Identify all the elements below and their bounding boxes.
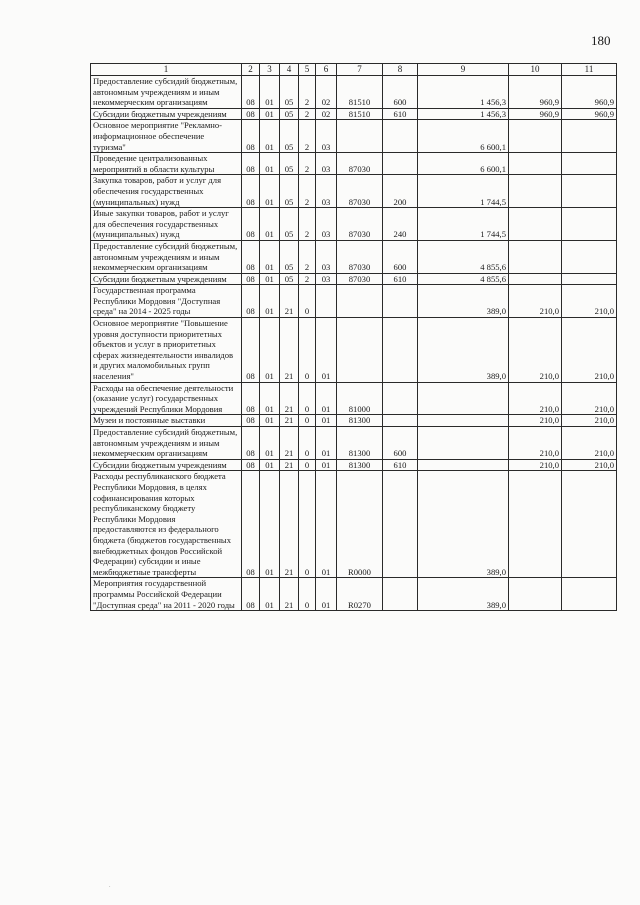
column-header: 10 <box>509 64 562 76</box>
activity-code-cell: 01 <box>316 415 337 427</box>
row-name-cell: Предоставление субсидий бюджетным, автономным учреждениям и иным некоммерческим организациям <box>91 240 242 273</box>
amount-col10-cell <box>509 273 562 285</box>
activity-code-cell: 02 <box>316 108 337 120</box>
section-code-cell: 08 <box>242 427 260 460</box>
direction-code-cell <box>337 120 383 153</box>
table-row <box>91 175 617 208</box>
table-row <box>91 415 617 427</box>
direction-code-cell <box>337 318 383 383</box>
amount-col9-cell: 6 600,1 <box>418 120 509 153</box>
subprogram-code-cell: 2 <box>299 273 316 285</box>
section-code-cell: 08 <box>242 382 260 415</box>
amount-col11-cell: 210,0 <box>562 318 617 383</box>
activity-code-cell: 03 <box>316 273 337 285</box>
column-header: 4 <box>280 64 299 76</box>
amount-col11-cell: 960,9 <box>562 76 617 109</box>
direction-code-cell: 81510 <box>337 108 383 120</box>
direction-code-cell: 81510 <box>337 76 383 109</box>
amount-col11-cell <box>562 240 617 273</box>
program-code-cell: 05 <box>280 208 299 241</box>
amount-col11-cell <box>562 578 617 611</box>
direction-code-cell: 87030 <box>337 208 383 241</box>
amount-col10-cell: 210,0 <box>509 285 562 318</box>
amount-col10-cell <box>509 240 562 273</box>
amount-col10-cell <box>509 471 562 578</box>
activity-code-cell: 01 <box>316 318 337 383</box>
section-code-cell: 08 <box>242 578 260 611</box>
row-name-cell: Предоставление субсидий бюджетным, автономным учреждениям и иным некоммерческим организациям <box>91 427 242 460</box>
row-name-cell: Иные закупки товаров, работ и услуг для обеспечения государственных (муниципальных) нужд <box>91 208 242 241</box>
program-code-cell: 05 <box>280 108 299 120</box>
column-header: 1 <box>91 64 242 76</box>
subsection-code-cell: 01 <box>260 382 280 415</box>
activity-code-cell: 02 <box>316 76 337 109</box>
subprogram-code-cell: 2 <box>299 208 316 241</box>
table-row <box>91 76 617 109</box>
subsection-code-cell: 01 <box>260 175 280 208</box>
column-header: 2 <box>242 64 260 76</box>
amount-col10-cell <box>509 153 562 175</box>
amount-col9-cell: 4 855,6 <box>418 240 509 273</box>
section-code-cell: 08 <box>242 120 260 153</box>
activity-code-cell: 03 <box>316 120 337 153</box>
expense-type-cell: 600 <box>383 240 418 273</box>
subprogram-code-cell: 0 <box>299 427 316 460</box>
amount-col10-cell <box>509 208 562 241</box>
budget-table <box>90 63 617 611</box>
row-name-cell: Субсидии бюджетным учреждениям <box>91 459 242 471</box>
activity-code-cell: 01 <box>316 578 337 611</box>
amount-col9-cell: 6 600,1 <box>418 153 509 175</box>
amount-col9-cell <box>418 382 509 415</box>
row-name-cell: Закупка товаров, работ и услуг для обеспечения государственных (муниципальных) нужд <box>91 175 242 208</box>
activity-code-cell: 01 <box>316 471 337 578</box>
amount-col10-cell <box>509 578 562 611</box>
subprogram-code-cell: 0 <box>299 578 316 611</box>
subprogram-code-cell: 2 <box>299 108 316 120</box>
direction-code-cell: 81300 <box>337 459 383 471</box>
amount-col9-cell: 389,0 <box>418 471 509 578</box>
row-name-cell: Основное мероприятие "Рекламно-информационное обеспечение туризма" <box>91 120 242 153</box>
section-code-cell: 08 <box>242 459 260 471</box>
row-name-cell: Субсидии бюджетным учреждениям <box>91 108 242 120</box>
column-header: 7 <box>337 64 383 76</box>
column-header: 3 <box>260 64 280 76</box>
program-code-cell: 21 <box>280 285 299 318</box>
subsection-code-cell: 01 <box>260 415 280 427</box>
program-code-cell: 05 <box>280 175 299 208</box>
activity-code-cell: 03 <box>316 208 337 241</box>
amount-col9-cell: 389,0 <box>418 285 509 318</box>
subsection-code-cell: 01 <box>260 153 280 175</box>
subprogram-code-cell: 2 <box>299 175 316 208</box>
amount-col10-cell: 210,0 <box>509 459 562 471</box>
amount-col10-cell: 210,0 <box>509 427 562 460</box>
activity-code-cell <box>316 285 337 318</box>
subprogram-code-cell: 0 <box>299 382 316 415</box>
expense-type-cell: 600 <box>383 76 418 109</box>
subsection-code-cell: 01 <box>260 273 280 285</box>
expense-type-cell: 600 <box>383 427 418 460</box>
direction-code-cell <box>337 285 383 318</box>
section-code-cell: 08 <box>242 415 260 427</box>
subsection-code-cell: 01 <box>260 120 280 153</box>
amount-col11-cell: 210,0 <box>562 415 617 427</box>
expense-type-cell: 610 <box>383 108 418 120</box>
subprogram-code-cell: 0 <box>299 471 316 578</box>
subprogram-code-cell: 2 <box>299 76 316 109</box>
table-row <box>91 153 617 175</box>
expense-type-cell <box>383 382 418 415</box>
column-header: 8 <box>383 64 418 76</box>
direction-code-cell: R0270 <box>337 578 383 611</box>
expense-type-cell <box>383 120 418 153</box>
direction-code-cell: 87030 <box>337 240 383 273</box>
column-header: 11 <box>562 64 617 76</box>
amount-col9-cell: 1 744,5 <box>418 175 509 208</box>
amount-col11-cell: 210,0 <box>562 459 617 471</box>
subsection-code-cell: 01 <box>260 471 280 578</box>
row-name-cell: Проведение централизованных мероприятий в области культуры <box>91 153 242 175</box>
table-row <box>91 240 617 273</box>
expense-type-cell <box>383 153 418 175</box>
row-name-cell: Государственная программа Республики Мордовия "Доступная среда" на 2014 - 2025 годы <box>91 285 242 318</box>
row-name-cell: Основное мероприятие "Повышение уровня доступности приоритетных объектов и услуг в приоритетных сферах жизнедеятельности инвалидов и других маломобильных групп населения" <box>91 318 242 383</box>
row-name-cell: Расходы республиканского бюджета Республики Мордовия, в целях софинансирования которых республиканскому бюджету Республики Мордовия предоставляются из федерального бюджета (бюджетов государственных внебюджетных фондов Российской Федерации) субсидии и иные межбюджетные трансферты <box>91 471 242 578</box>
row-name-cell: Субсидии бюджетным учреждениям <box>91 273 242 285</box>
amount-col11-cell <box>562 120 617 153</box>
amount-col11-cell <box>562 273 617 285</box>
amount-col11-cell: 210,0 <box>562 382 617 415</box>
subsection-code-cell: 01 <box>260 285 280 318</box>
program-code-cell: 21 <box>280 415 299 427</box>
subsection-code-cell: 01 <box>260 108 280 120</box>
activity-code-cell: 01 <box>316 382 337 415</box>
program-code-cell: 05 <box>280 240 299 273</box>
amount-col11-cell: 210,0 <box>562 285 617 318</box>
amount-col11-cell: 210,0 <box>562 427 617 460</box>
activity-code-cell: 01 <box>316 459 337 471</box>
subprogram-code-cell: 0 <box>299 459 316 471</box>
direction-code-cell: 81000 <box>337 382 383 415</box>
subsection-code-cell: 01 <box>260 459 280 471</box>
table-row <box>91 273 617 285</box>
subprogram-code-cell: 0 <box>299 285 316 318</box>
amount-col9-cell: 389,0 <box>418 578 509 611</box>
direction-code-cell: 81300 <box>337 427 383 460</box>
subsection-code-cell: 01 <box>260 76 280 109</box>
subsection-code-cell: 01 <box>260 578 280 611</box>
expense-type-cell <box>383 471 418 578</box>
subsection-code-cell: 01 <box>260 240 280 273</box>
amount-col9-cell <box>418 427 509 460</box>
row-name-cell: Мероприятия государственной программы Российской Федерации "Доступная среда" на 2011 - 2020 годы <box>91 578 242 611</box>
direction-code-cell: 81300 <box>337 415 383 427</box>
section-code-cell: 08 <box>242 318 260 383</box>
table-row <box>91 108 617 120</box>
expense-type-cell: 610 <box>383 273 418 285</box>
amount-col9-cell: 1 744,5 <box>418 208 509 241</box>
amount-col10-cell <box>509 120 562 153</box>
row-name-cell: Предоставление субсидий бюджетным, автономным учреждениям и иным некоммерческим организациям <box>91 76 242 109</box>
table-row <box>91 382 617 415</box>
expense-type-cell <box>383 578 418 611</box>
subprogram-code-cell: 0 <box>299 415 316 427</box>
program-code-cell: 21 <box>280 382 299 415</box>
expense-type-cell <box>383 285 418 318</box>
section-code-cell: 08 <box>242 76 260 109</box>
section-code-cell: 08 <box>242 240 260 273</box>
subprogram-code-cell: 0 <box>299 318 316 383</box>
direction-code-cell: R0000 <box>337 471 383 578</box>
expense-type-cell <box>383 415 418 427</box>
program-code-cell: 21 <box>280 318 299 383</box>
program-code-cell: 05 <box>280 120 299 153</box>
subsection-code-cell: 01 <box>260 318 280 383</box>
program-code-cell: 05 <box>280 273 299 285</box>
program-code-cell: 21 <box>280 427 299 460</box>
table-row <box>91 208 617 241</box>
subprogram-code-cell: 2 <box>299 153 316 175</box>
table-row <box>91 459 617 471</box>
column-header: 5 <box>299 64 316 76</box>
direction-code-cell: 87030 <box>337 175 383 208</box>
subsection-code-cell: 01 <box>260 427 280 460</box>
section-code-cell: 08 <box>242 273 260 285</box>
program-code-cell: 21 <box>280 459 299 471</box>
amount-col9-cell: 389,0 <box>418 318 509 383</box>
section-code-cell: 08 <box>242 471 260 578</box>
section-code-cell: 08 <box>242 285 260 318</box>
section-code-cell: 08 <box>242 108 260 120</box>
column-header: 6 <box>316 64 337 76</box>
table-row <box>91 120 617 153</box>
direction-code-cell: 87030 <box>337 153 383 175</box>
program-code-cell: 21 <box>280 578 299 611</box>
amount-col10-cell: 960,9 <box>509 76 562 109</box>
table-row <box>91 427 617 460</box>
amount-col10-cell: 210,0 <box>509 318 562 383</box>
activity-code-cell: 03 <box>316 175 337 208</box>
amount-col11-cell <box>562 471 617 578</box>
amount-col11-cell <box>562 175 617 208</box>
amount-col10-cell <box>509 175 562 208</box>
table-row <box>91 578 617 611</box>
expense-type-cell: 610 <box>383 459 418 471</box>
amount-col10-cell: 210,0 <box>509 382 562 415</box>
program-code-cell: 21 <box>280 471 299 578</box>
amount-col11-cell: 960,9 <box>562 108 617 120</box>
amount-col9-cell: 1 456,3 <box>418 108 509 120</box>
activity-code-cell: 03 <box>316 153 337 175</box>
row-name-cell: Музеи и постоянные выставки <box>91 415 242 427</box>
amount-col10-cell: 210,0 <box>509 415 562 427</box>
scan-speck: . <box>109 883 111 889</box>
amount-col9-cell <box>418 459 509 471</box>
direction-code-cell: 87030 <box>337 273 383 285</box>
table-header-row <box>91 64 617 76</box>
program-code-cell: 05 <box>280 76 299 109</box>
expense-type-cell: 240 <box>383 208 418 241</box>
subprogram-code-cell: 2 <box>299 240 316 273</box>
activity-code-cell: 03 <box>316 240 337 273</box>
amount-col10-cell: 960,9 <box>509 108 562 120</box>
section-code-cell: 08 <box>242 153 260 175</box>
section-code-cell: 08 <box>242 208 260 241</box>
amount-col11-cell <box>562 208 617 241</box>
expense-type-cell <box>383 318 418 383</box>
page-number: 180 <box>591 33 611 48</box>
column-header: 9 <box>418 64 509 76</box>
subprogram-code-cell: 2 <box>299 120 316 153</box>
expense-type-cell: 200 <box>383 175 418 208</box>
section-code-cell: 08 <box>242 175 260 208</box>
table-row <box>91 471 617 578</box>
table-row <box>91 285 617 318</box>
program-code-cell: 05 <box>280 153 299 175</box>
table-row <box>91 318 617 383</box>
amount-col9-cell: 1 456,3 <box>418 76 509 109</box>
subsection-code-cell: 01 <box>260 208 280 241</box>
amount-col11-cell <box>562 153 617 175</box>
row-name-cell: Расходы на обеспечение деятельности (оказание услуг) государственных учреждений Республики Мордовия <box>91 382 242 415</box>
amount-col9-cell: 4 855,6 <box>418 273 509 285</box>
amount-col9-cell <box>418 415 509 427</box>
activity-code-cell: 01 <box>316 427 337 460</box>
